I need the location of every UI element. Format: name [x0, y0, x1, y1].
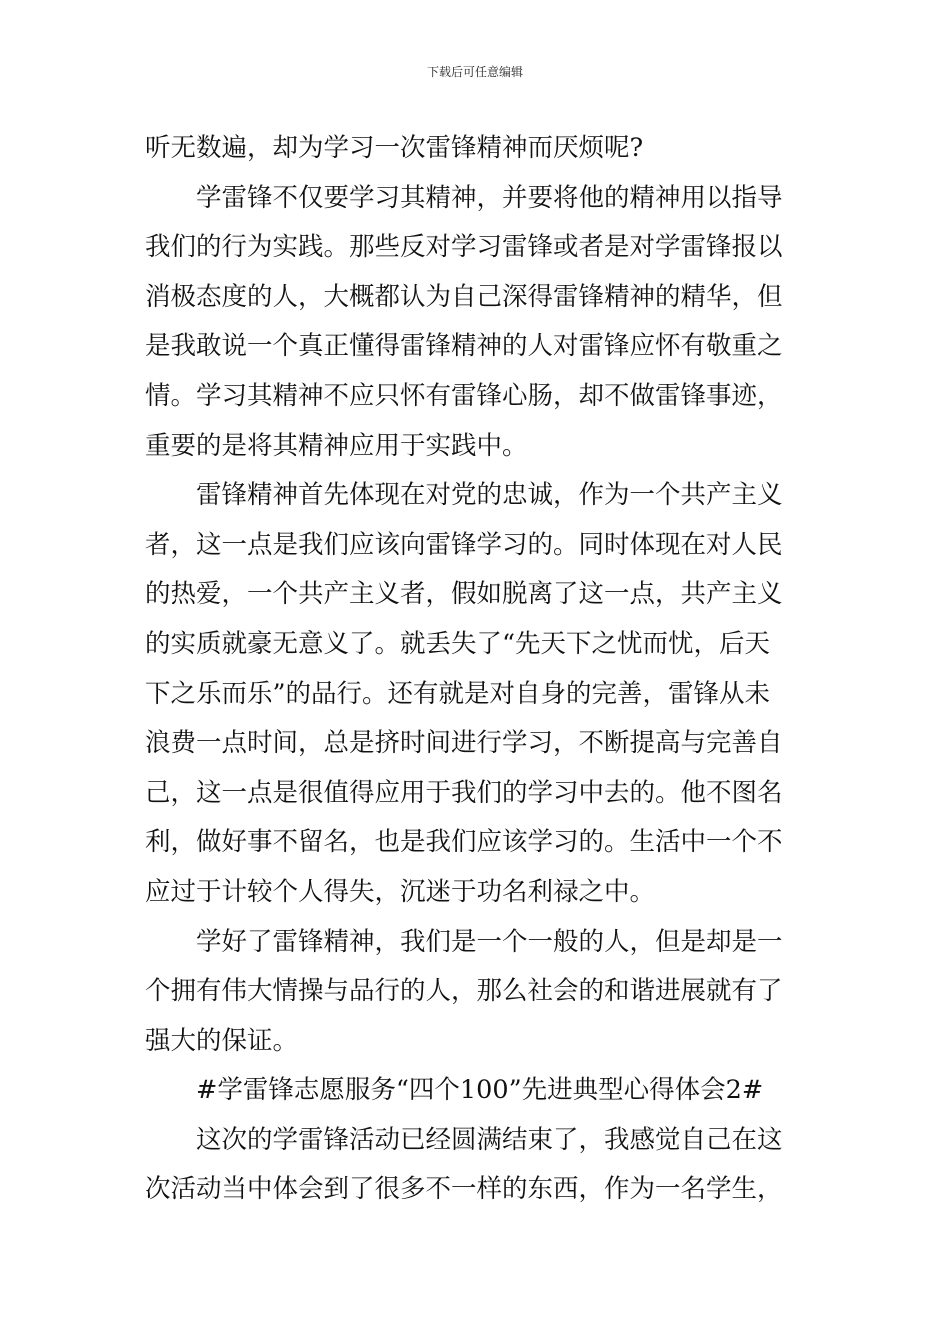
text-line: 浪费一点时间，总是挤时间进行学习，不断提高与完善自	[145, 728, 783, 759]
text-line: 的实质就豪无意义了。就丢失了“先天下之忧而忧，后天	[145, 628, 771, 659]
document-body	[145, 124, 807, 1215]
paragraph	[145, 174, 807, 472]
text-line: 雷锋精神首先体现在对党的忠诚，作为一个共产主义	[196, 480, 783, 511]
text-line: 听无数遍，却为学习一次雷锋精神而厌烦呢?	[145, 133, 644, 163]
text-line: 次活动当中体会到了很多不一样的东西，作为一名学生，	[145, 1174, 783, 1205]
text-line: 重要的是将其精神应用于实践中。	[145, 430, 528, 461]
text-line: 我们的行为实践。那些反对学习雷锋或者是对学雷锋报以	[145, 232, 783, 263]
paragraph	[145, 1116, 807, 1215]
text-line: 学好了雷锋精神，我们是一个一般的人，但是却是一	[196, 926, 783, 957]
text-line: 消极态度的人，大概都认为自己深得雷锋精神的精华，但	[145, 281, 783, 312]
text-line: 的热爱，一个共产主义者，假如脱离了这一点，共产主义	[145, 579, 783, 610]
text-line: 情。学习其精神不应只怀有雷锋心肠，却不做雷锋事迹，	[145, 380, 783, 411]
text-line: 利，做好事不留名，也是我们应该学习的。生活中一个不	[145, 827, 783, 858]
page-header-note: 下载后可任意编辑	[426, 65, 523, 79]
text-line: 应过于计较个人得失，沉迷于功名利禄之中。	[145, 876, 656, 907]
paragraph	[145, 471, 807, 917]
paragraph	[145, 918, 807, 1067]
text-line: 这次的学雷锋活动已经圆满结束了，我感觉自己在这	[196, 1124, 783, 1155]
paragraph	[145, 124, 807, 174]
text-line: 学雷锋不仅要学习其精神，并要将他的精神用以指导	[196, 182, 783, 213]
text-line: 个拥有伟大情操与品行的人，那么社会的和谐进展就有了	[145, 976, 783, 1007]
text-line: 强大的保证。	[145, 1025, 299, 1056]
text-line: 者，这一点是我们应该向雷锋学习的。同时体现在对人民	[145, 529, 783, 560]
section-heading	[145, 1066, 807, 1116]
text-line: 是我敢说一个真正懂得雷锋精神的人对雷锋应怀有敬重之	[145, 331, 783, 362]
text-line: #学雷锋志愿服务“四个100”先进典型心得体会2#	[196, 1075, 764, 1106]
text-line: 下之乐而乐”的品行。还有就是对自身的完善，雷锋从未	[145, 678, 771, 709]
text-line: 己，这一点是很值得应用于我们的学习中去的。他不图名	[145, 777, 783, 808]
